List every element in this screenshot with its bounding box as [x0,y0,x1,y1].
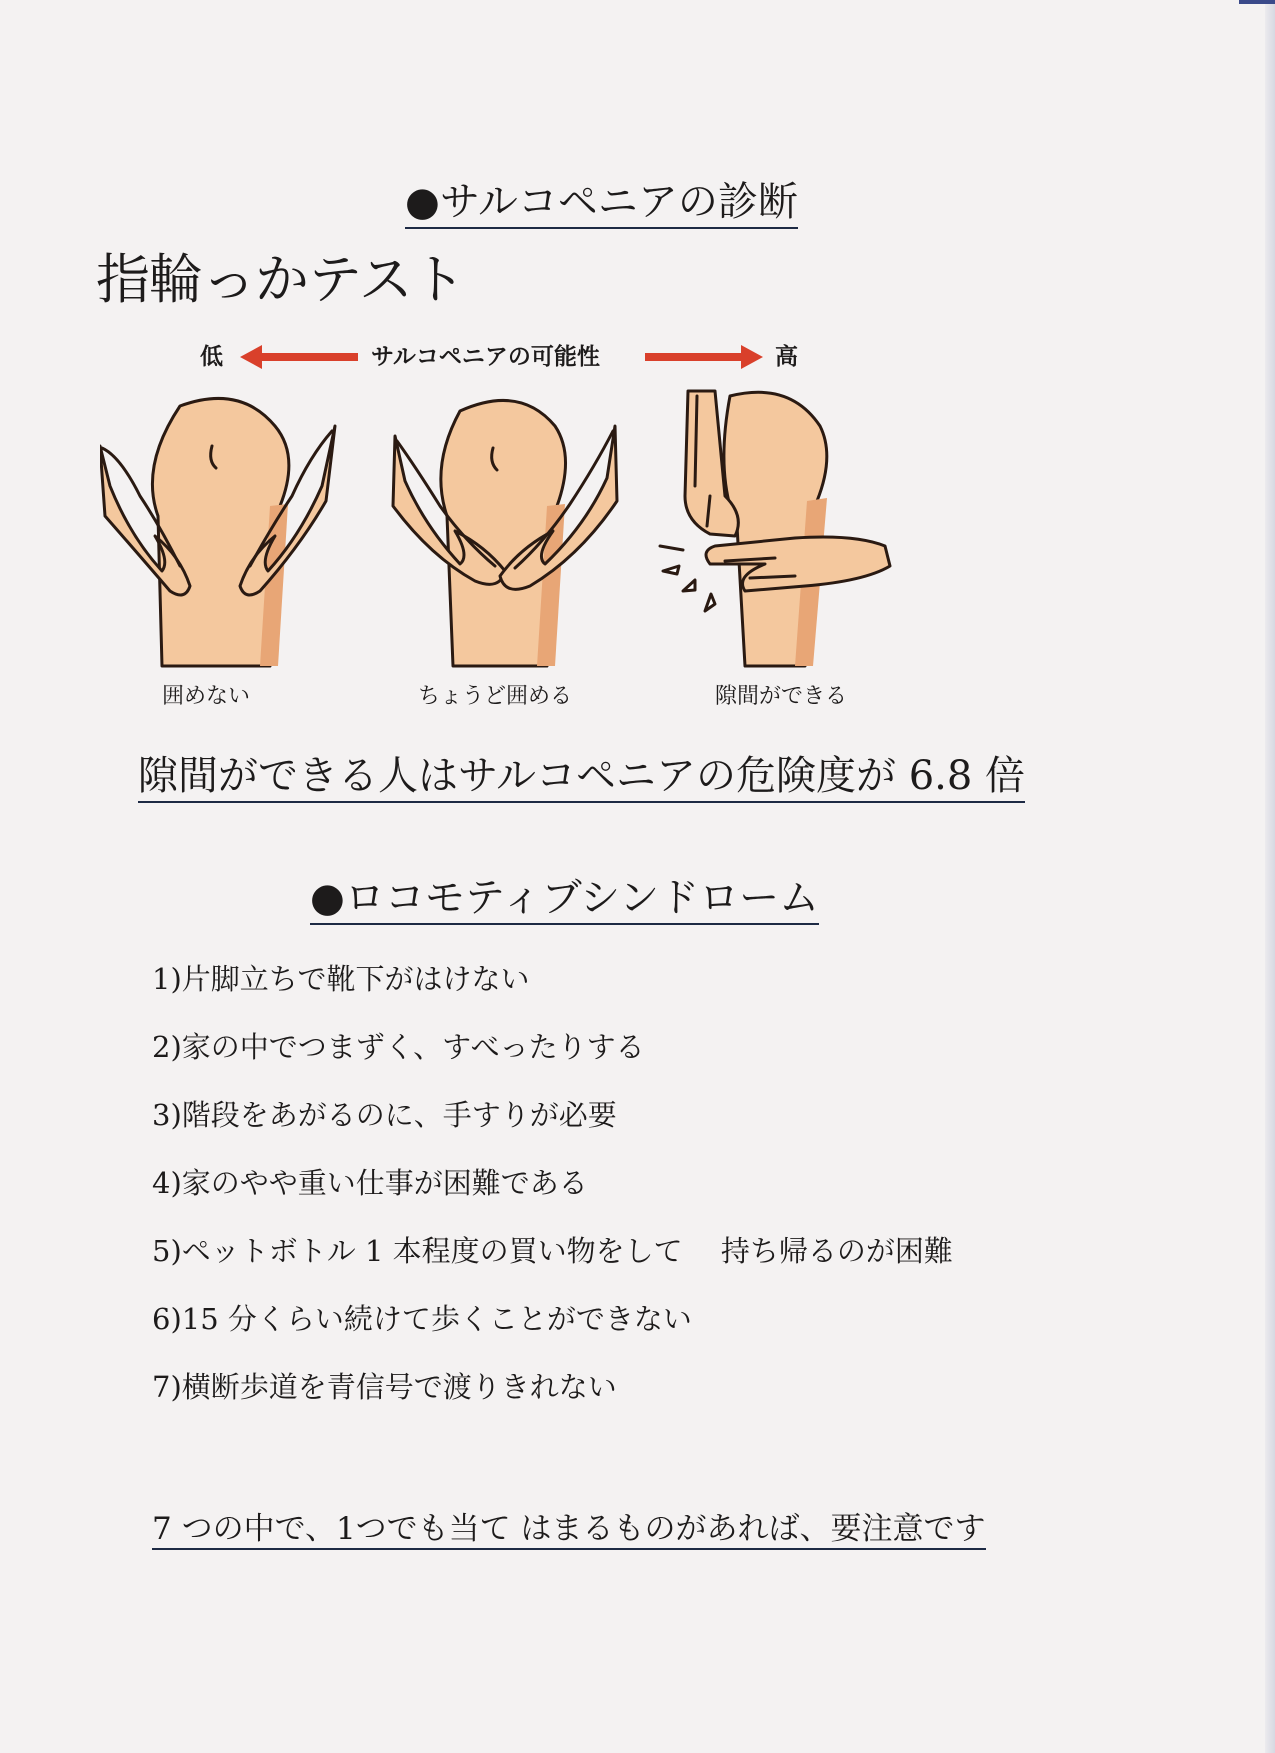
arrow-right-icon [645,345,763,369]
ring-test-title: 指輪っかテスト [96,248,465,311]
sarcopenia-possibility-label: サルコペニアの可能性 [371,344,600,370]
checklist-item: 4)家のやや重い仕事が困難である [152,1166,588,1200]
locomotive-syndrome-heading: ●ロコモティブシンドローム [310,874,819,925]
checklist-item: 1)片脚立ちで靴下がはけない [152,962,530,996]
hands-cannot-encircle-illustration [100,386,340,676]
checklist-item: 3)階段をあがるのに、手すりが必要 [152,1098,617,1132]
scale-low-label: 低 [200,344,223,370]
risk-statement: 隙間ができる人はサルコペニアの危険度が 6.8 倍 [138,752,1025,803]
scan-page-edge [1265,0,1275,1753]
arrow-left-icon [240,345,358,369]
checklist-item: 5)ペットボトル 1 本程度の買い物をして 持ち帰るのが困難 [152,1234,953,1268]
checklist-item: 6)15 分くらい続けて歩くことができない [152,1302,692,1336]
caption-just-encircle: ちょうど囲める [418,684,573,709]
sarcopenia-diagnosis-heading: ●サルコペニアの診断 [405,178,798,229]
checklist-item: 2)家の中でつまずく、すべったりする [152,1030,645,1064]
scan-page-edge-mark [1239,0,1275,4]
caution-note: 7 つの中で、1つでも当て はまるものがあれば、要注意です [152,1510,986,1550]
scale-high-label: 高 [775,344,798,370]
checklist-item: 7)横断歩道を青信号で渡りきれない [152,1370,617,1404]
locomotive-checklist [152,962,953,1438]
hands-gap-forms-illustration [655,386,915,676]
caption-gap-forms: 隙間ができる [715,684,848,709]
hands-just-encircle-illustration [385,386,625,676]
caption-cannot-encircle: 囲めない [162,684,251,709]
